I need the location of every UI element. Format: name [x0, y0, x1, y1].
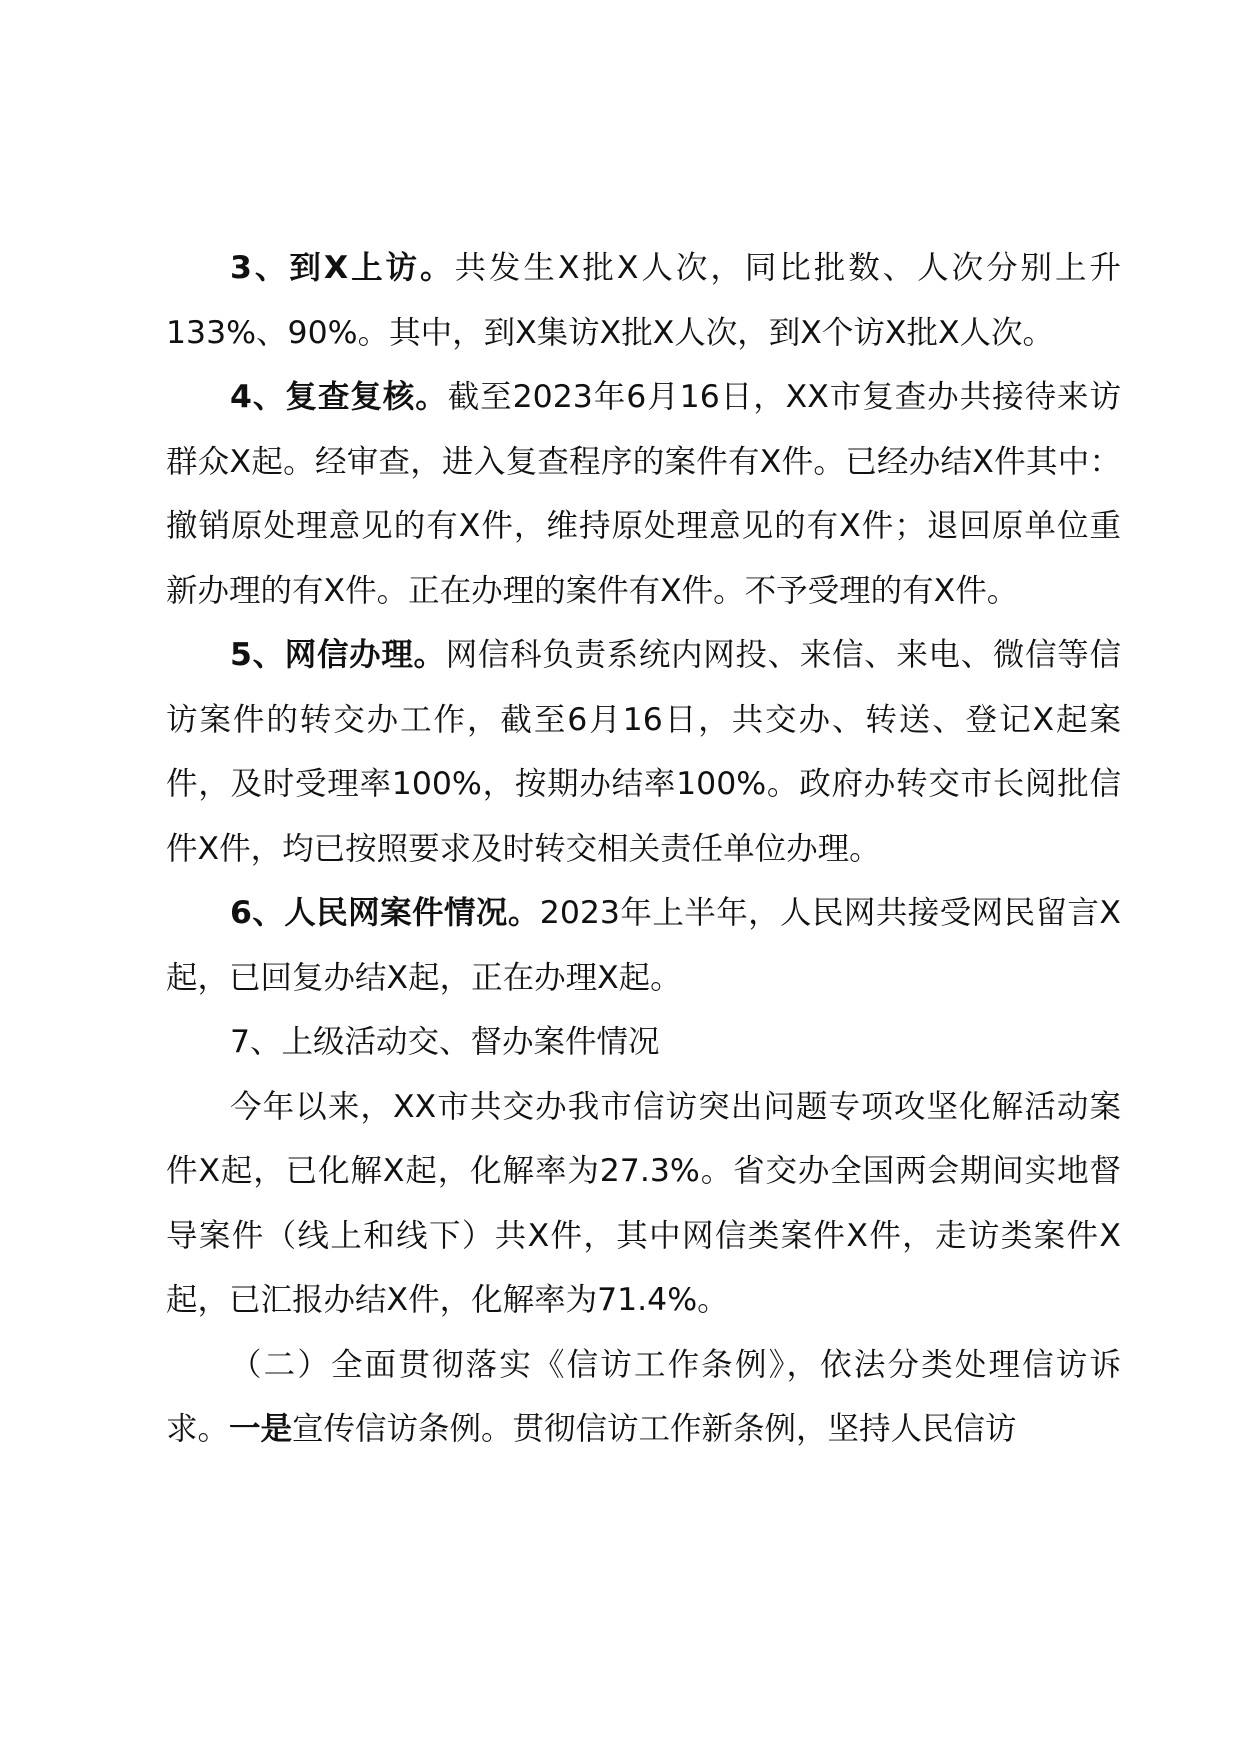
paragraph-online-letters [166, 623, 1121, 881]
paragraph-text: 共发生X批X人次，同比批数、人次分别上升133%、90%。其中，到X集访X批X人次，到X个访X批X人次。 [166, 250, 1121, 351]
paragraph-heading: 一是 [229, 1411, 293, 1447]
paragraph-heading: 3、到X上访。 [230, 250, 455, 286]
paragraph-text: 2023年上半年，人民网共接受网民留言X起，已回复办结X起，正在办理X起。 [166, 895, 1121, 996]
paragraph-heading: 6、人民网案件情况。 [230, 895, 540, 931]
paragraph-heading: 4、复查复核。 [230, 379, 448, 415]
paragraph-people-net [166, 881, 1121, 1010]
paragraph-text: 今年以来，XX市共交办我市信访突出问题专项攻坚化解活动案件X起，已化解X起，化解率为27.3%。省交办全国两会期间实地督导案件（线上和线下）共X件，其中网信类案件X件，走访类案件X起，已汇报办结X件，化解率为71.4%。 [166, 1088, 1121, 1318]
paragraph-visits [166, 236, 1121, 365]
paragraph-heading: 5、网信办理。 [230, 637, 446, 673]
paragraph-supervision-heading [166, 1010, 1121, 1075]
paragraph-review [166, 365, 1121, 623]
paragraph-regulations [166, 1333, 1121, 1462]
paragraph-text: 网信科负责系统内网投、来信、来电、微信等信访案件的转交办工作，截至6月16日，共交办、转送、登记X起案件，及时受理率100%，按期办结率100%。政府办转交市长阅批信件X件，均已按照要求及时转交相关责任单位办理。 [166, 637, 1121, 867]
document-body [166, 236, 1121, 1462]
paragraph-text: 宣传信访条例。贯彻信访工作新条例，坚持人民信访 [292, 1411, 1017, 1447]
paragraph-text: 截至2023年6月16日，XX市复查办共接待来访群众X起。经审查，进入复查程序的案件有X件。已经办结X件其中：撤销原处理意见的有X件，维持原处理意见的有X件；退回原单位重新办理的有X件。正在办理的案件有X件。不予受理的有X件。 [166, 379, 1122, 609]
section-heading: （二）全面贯彻落实《信访工作条例》，依法分类处理信访诉求。 [166, 1346, 1121, 1447]
paragraph-text: 7、上级活动交、督办案件情况 [230, 1024, 660, 1060]
paragraph-supervision [166, 1075, 1121, 1333]
